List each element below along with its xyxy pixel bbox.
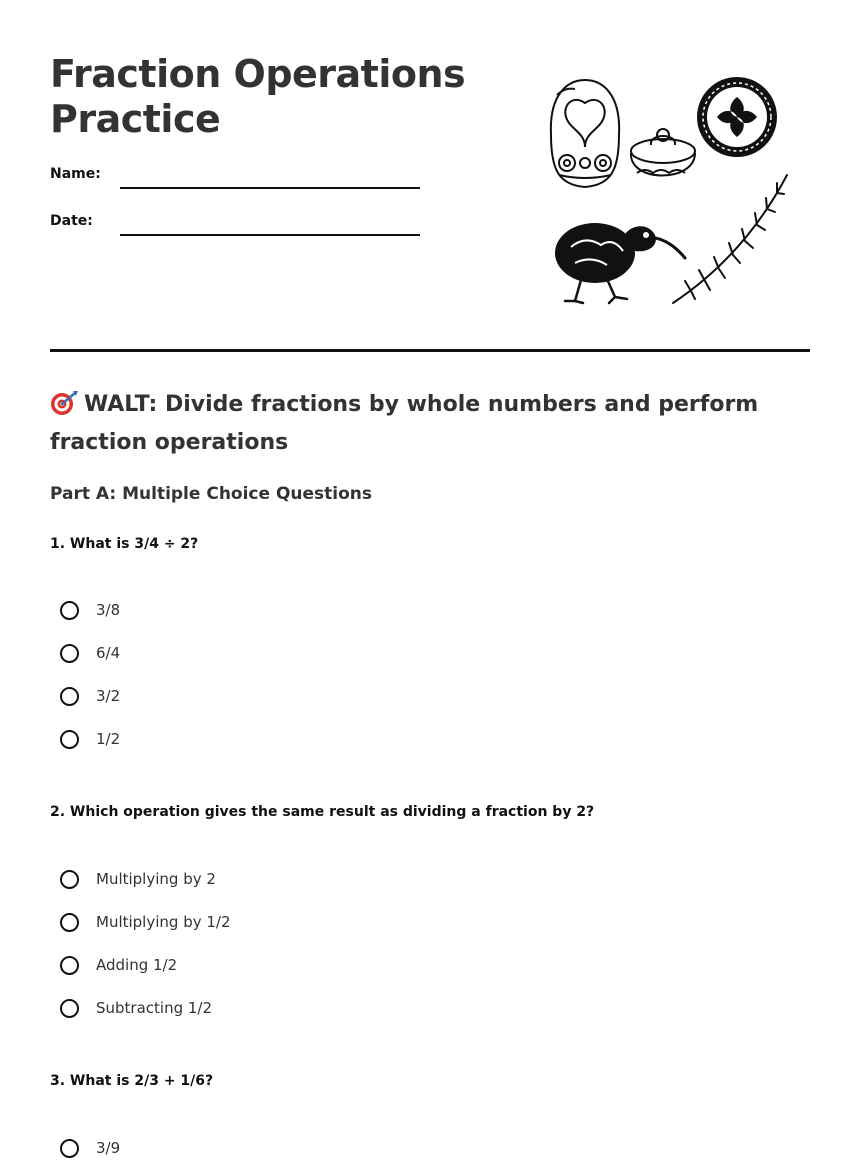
cake-icon: [631, 129, 695, 176]
radio-button[interactable]: [60, 687, 79, 706]
title-line-1: Fraction Operations: [50, 52, 466, 96]
header-divider: [50, 349, 810, 352]
date-field[interactable]: [120, 234, 420, 236]
option-label: Adding 1/2: [96, 956, 178, 974]
question-3: 3. What is 2/3 + 1/6?: [50, 1073, 214, 1089]
name-field[interactable]: [120, 187, 420, 189]
date-label: Date:: [50, 213, 93, 229]
question-2: 2. Which operation gives the same result as dividing a fraction by 2?: [50, 804, 595, 820]
carved-gourd-icon: [551, 80, 619, 187]
fern-icon: [673, 175, 787, 303]
radio-button[interactable]: [60, 1139, 79, 1158]
target-icon: [50, 390, 80, 416]
radio-button[interactable]: [60, 956, 79, 975]
radio-button[interactable]: [60, 999, 79, 1018]
option-label: Multiplying by 1/2: [96, 913, 231, 931]
medallion-icon: [697, 77, 777, 157]
q2-option-d[interactable]: [60, 996, 212, 1020]
q1-option-a[interactable]: [60, 598, 120, 622]
name-label: Name:: [50, 166, 101, 182]
radio-button[interactable]: [60, 601, 79, 620]
q3-option-a[interactable]: [60, 1136, 120, 1160]
q2-option-a[interactable]: [60, 867, 216, 891]
radio-button[interactable]: [60, 913, 79, 932]
radio-button[interactable]: [60, 644, 79, 663]
q2-option-c[interactable]: [60, 953, 177, 977]
title-line-2: Practice: [50, 97, 221, 141]
option-label: 3/9: [96, 1139, 121, 1157]
nz-illustration: [545, 75, 795, 310]
kiwi-bird-icon: [555, 223, 685, 303]
option-label: 3/8: [96, 601, 121, 619]
q1-option-b[interactable]: [60, 641, 120, 665]
part-a-title: Part A: Multiple Choice Questions: [50, 484, 373, 504]
walt-text: WALT: Divide fractions by whole numbers and perform fraction operations: [50, 392, 759, 455]
option-label: 6/4: [96, 644, 121, 662]
option-label: Multiplying by 2: [96, 870, 216, 888]
radio-button[interactable]: [60, 730, 79, 749]
walt-heading: [50, 386, 820, 462]
option-label: Subtracting 1/2: [96, 999, 213, 1017]
radio-button[interactable]: [60, 870, 79, 889]
page-title: [50, 52, 465, 142]
question-1: 1. What is 3/4 ÷ 2?: [50, 536, 199, 552]
option-label: 3/2: [96, 687, 121, 705]
option-label: 1/2: [96, 730, 121, 748]
q1-option-d[interactable]: [60, 727, 120, 751]
q2-option-b[interactable]: [60, 910, 231, 934]
q1-option-c[interactable]: [60, 684, 120, 708]
